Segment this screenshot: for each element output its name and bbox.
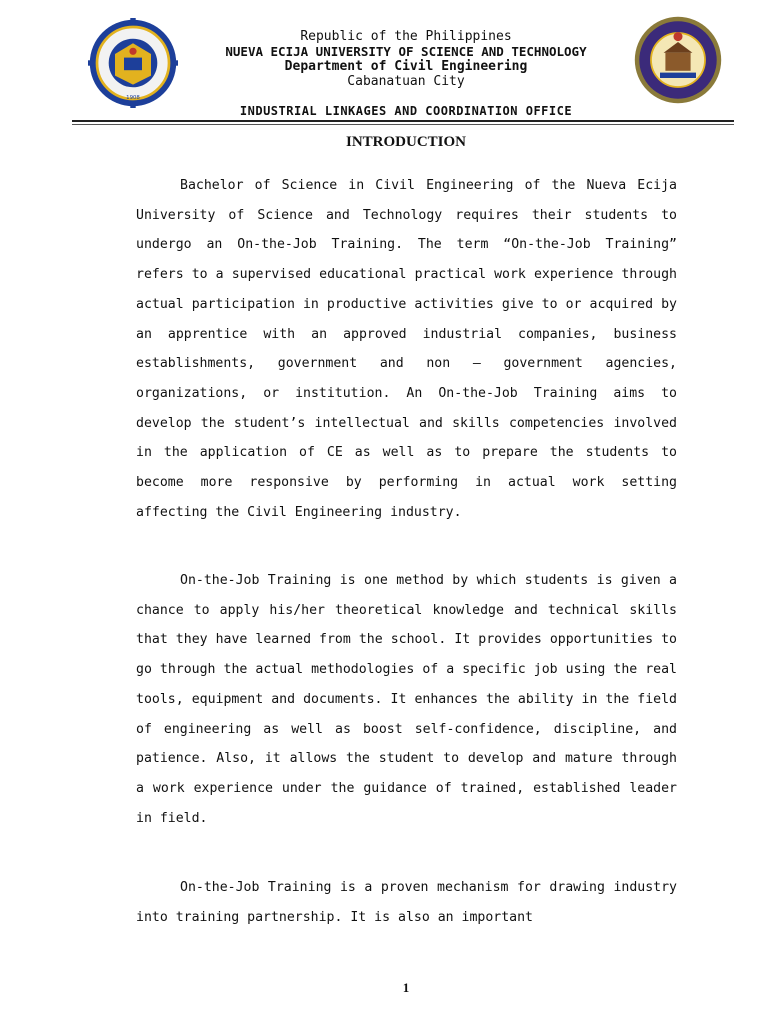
header-divider	[72, 120, 734, 122]
page-number: 1	[402, 980, 410, 995]
paragraph-1: Bachelor of Science in Civil Engineering of the Nueva Ecija University of Science and Technology requires their students to undergo an On-the-Job Training. The term “On-the-Job Training” refers to a supervised educational practical work experience through actual participation in productive activities give to or acquired by an apprentice with an approved industrial companies, business establishments, government and non – government agencies, organizations, or institution. An On-the-Job Training aims to develop the student’s intellectual and skills competencies involved in the application of CE as well as to prepare the students to become more responsive by performing in actual work setting affecting the Civil Engineering industry.	[136, 178, 677, 520]
city-name: Cabanatuan City	[347, 74, 465, 89]
office-name: INDUSTRIAL LINKAGES AND COORDINATION OFFICE	[239, 104, 573, 118]
paragraph-2: On-the-Job Training is one method by which students is given a chance to apply his/her theoretical knowledge and technical skills that they have learned from the school. It provides opportunities to go through the actual methodologies of a specific job using the real tools, equipment and documents. It enhances the ability in the field of engineering as well as boost self-confidence, discipline, and patience. Also, it allows the student to develop and mature through a work experience under the guidance of trained, established leader in field.	[136, 573, 677, 826]
republic-line: Republic of the Philippines	[300, 29, 512, 44]
department-name: Department of Civil Engineering	[284, 59, 528, 74]
paragraph-3: On-the-Job Training is a proven mechanism for drawing industry into training partnership. It is also an important	[136, 880, 677, 925]
university-name: NUEVA ECIJA UNIVERSITY OF SCIENCE AND TECHNOLOGY	[225, 44, 587, 59]
header-divider-thin	[72, 124, 734, 125]
page-title: INTRODUCTION	[345, 134, 466, 150]
svg-text:1908: 1908	[126, 95, 140, 102]
